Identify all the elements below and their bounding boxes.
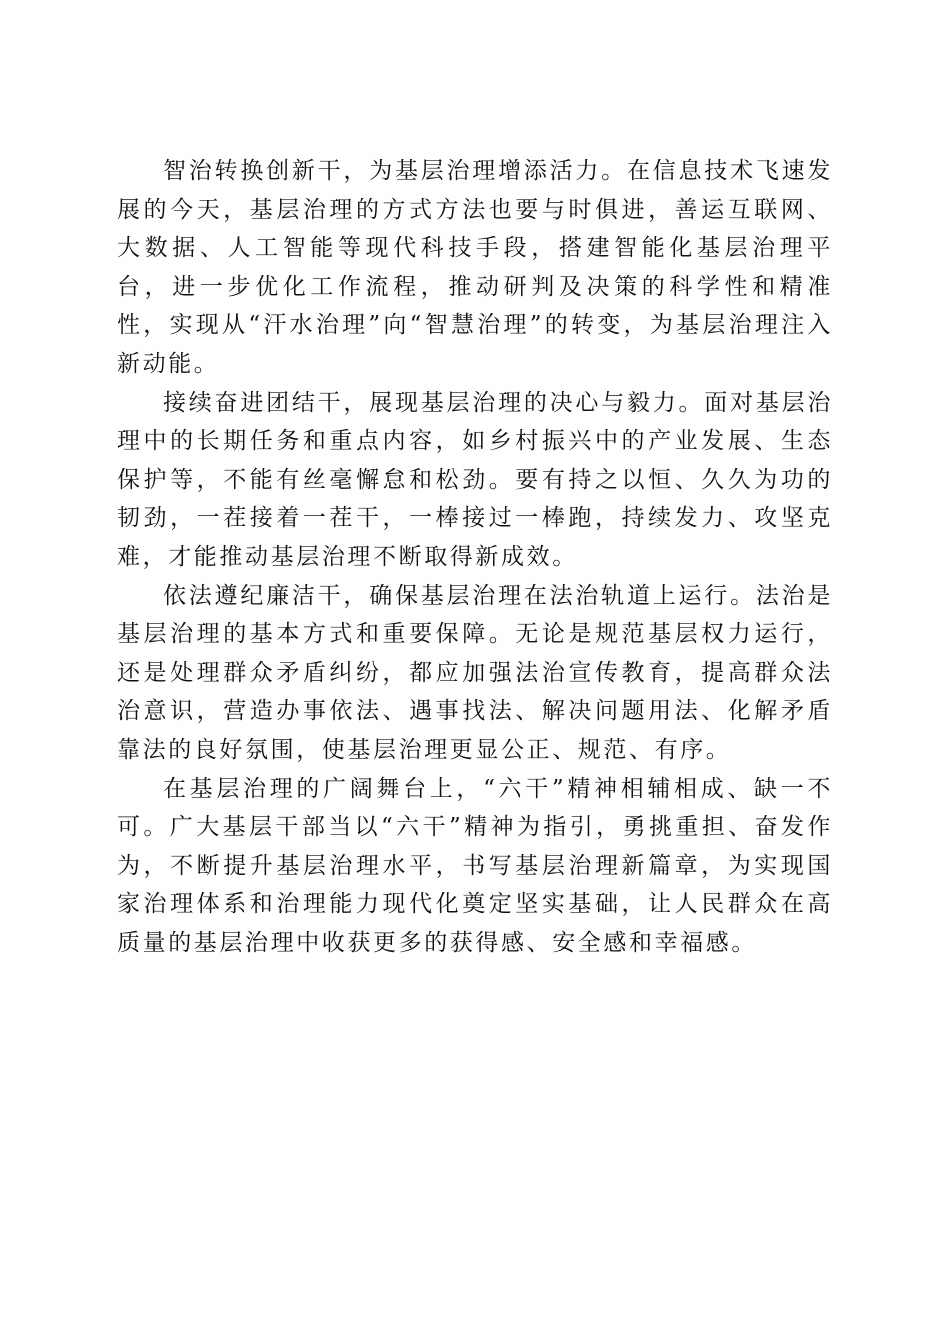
paragraph-conclusion: 在基层治理的广阔舞台上，“六干”精神相辅相成、缺一不可。广大基层干部当以“六干”精神为指引，勇挑重担、奋发作为，不断提升基层治理水平，书写基层治理新篇章，为实现国家治理体系和治理能力现代化奠定坚实基础，让人民群众在高质量的基层治理中收获更多的获得感、安全感和幸福感。 (117, 775, 833, 956)
paragraph-rule-of-law: 依法遵纪廉洁干，确保基层治理在法治轨道上运行。法治是基层治理的基本方式和重要保障。无论是规范基层权力运行，还是处理群众矛盾纠纷，都应加强法治宣传教育，提高群众法治意识，营造办事依法、遇事找法、解决问题用法、化解矛盾靠法的良好氛围，使基层治理更显公正、规范、有序。 (117, 582, 833, 763)
paragraph-smart-governance: 智治转换创新干，为基层治理增添活力。在信息技术飞速发展的今天，基层治理的方式方法也要与时俱进，善运互联网、大数据、人工智能等现代科技手段，搭建智能化基层治理平台，进一步优化工作流程，推动研判及决策的科学性和精准性，实现从“汗水治理”向“智慧治理”的转变，为基层治理注入新动能。 (117, 158, 833, 377)
paragraph-persistent-effort: 接续奋进团结干，展现基层治理的决心与毅力。面对基层治理中的长期任务和重点内容，如乡村振兴中的产业发展、生态保护等，不能有丝毫懈怠和松劲。要有持之以恒、久久为功的韧劲，一茬接着一茬干，一棒接过一棒跑，持续发力、攻坚克难，才能推动基层治理不断取得新成效。 (117, 389, 833, 570)
document-body (117, 152, 833, 962)
